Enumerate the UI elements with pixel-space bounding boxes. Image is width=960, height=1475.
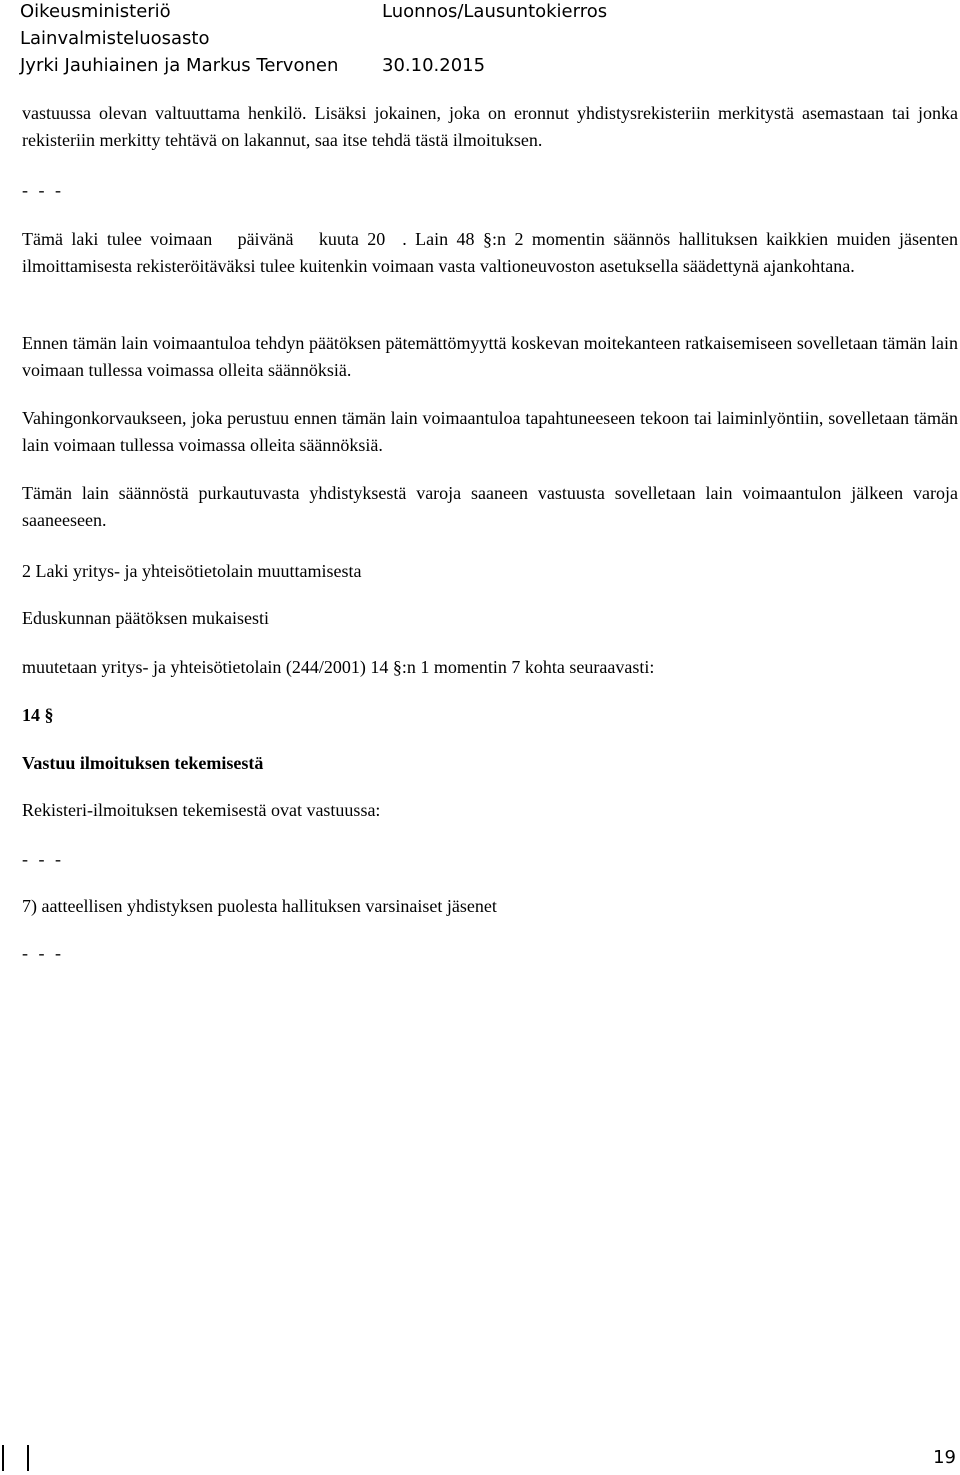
header-row-3 <box>20 53 940 79</box>
entry-into-force-part1: Tämä laki tulee voimaan päivänä kuuta 20 <box>22 229 403 249</box>
document-header <box>20 0 940 78</box>
separator-2: - - - <box>22 849 64 869</box>
paragraph-responsible-person: vastuussa olevan valtuuttama henkilö. Lisäksi jokainen, joka on eronnut yhdistysrekisteriin merkitystä asemastaan tai jonka rekisteriin merkitty tehtävä on lakannut, saa itse tehdä tästä ilmoituksen. <box>22 103 958 150</box>
separator-3: - - - <box>22 943 64 963</box>
paragraph-entry-into-force <box>22 226 958 280</box>
footer-border-left <box>2 1445 4 1471</box>
header-status: Luonnos/Lausuntokierros <box>382 1 608 22</box>
list-item-7: 7) aatteellisen yhdistyksen puolesta hallituksen varsinaiset jäsenet <box>22 896 497 916</box>
parliament-decision: Eduskunnan päätöksen mukaisesti <box>22 608 269 628</box>
page-number: 19 <box>933 1447 956 1468</box>
header-row-2 <box>20 26 940 52</box>
section-number: 14 § <box>22 705 54 725</box>
section-intro: Rekisteri-ilmoituksen tekemisestä ovat vastuussa: <box>22 800 381 820</box>
law-title: 2 Laki yritys- ja yhteisötietolain muuttamisesta <box>22 561 362 581</box>
section-title: Vastuu ilmoituksen tekemisestä <box>22 753 264 773</box>
entry-into-force-part2: . Lain 48 §:n 2 momentin säännös hallituksen kaikkien muiden jäsenten ilmoittamisesta rekisteröitäväksi tulee kuitenkin voimaan vasta valtioneuvoston asetuksella säädettynä ajankohtana. <box>22 229 958 276</box>
paragraph-dissolved-association: Tämän lain säännöstä purkautuvasta yhdistyksestä varoja saaneen vastuusta sovelletaan lain voimaantulon jälkeen varoja saaneeseen. <box>22 483 958 530</box>
header-authors: Jyrki Jauhiainen ja Markus Tervonen <box>20 55 339 76</box>
header-date: 30.10.2015 <box>382 55 486 76</box>
separator-1: - - - <box>22 180 64 200</box>
header-department: Lainvalmisteluosasto <box>20 28 210 49</box>
header-ministry: Oikeusministeriö <box>20 1 171 22</box>
paragraph-damages: Vahingonkorvaukseen, joka perustuu ennen tämän lain voimaantuloa tapahtuneeseen tekoon tai laiminlyöntiin, sovelletaan tämän lain voimaan tullessa voimassa olleita säännöksiä. <box>22 408 958 455</box>
header-row-1 <box>20 0 940 25</box>
footer-border-inner <box>27 1445 29 1471</box>
paragraph-invalidity-claims: Ennen tämän lain voimaantuloa tehdyn päätöksen pätemättömyyttä koskevan moitekanteen ratkaisemiseen sovelletaan tämän lain voimaan tullessa voimassa olleita säännöksiä. <box>22 333 958 380</box>
amendment-clause: muutetaan yritys- ja yhteisötietolain (244/2001) 14 §:n 1 momentin 7 kohta seuraavasti: <box>22 657 655 677</box>
